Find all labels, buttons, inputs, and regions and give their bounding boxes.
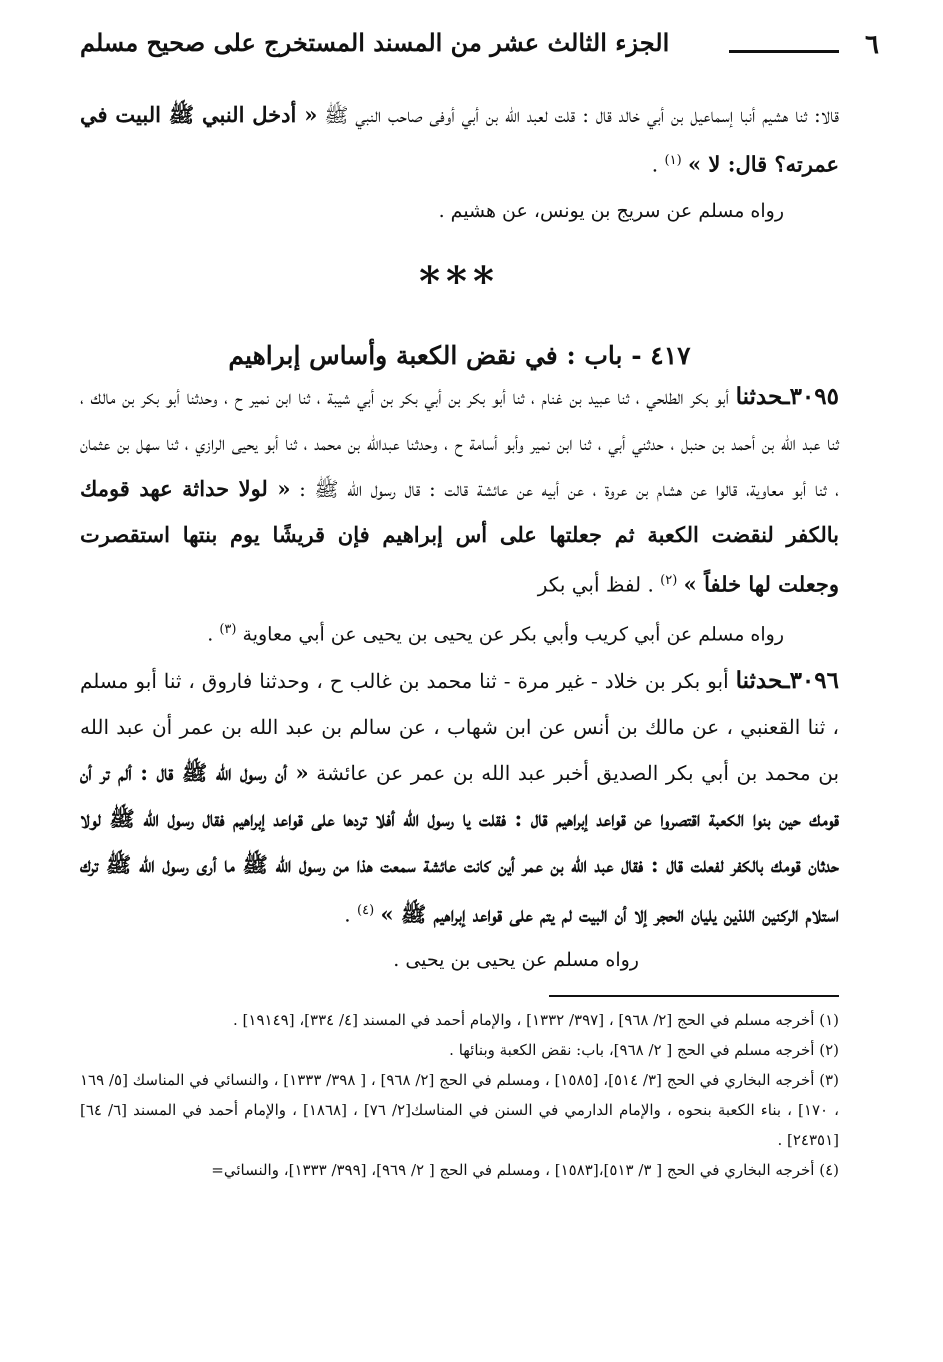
hadith-number: ٣٠٩٦ـحدثنا bbox=[735, 666, 839, 694]
hadith-number: ٣٠٩٥ـحدثنا bbox=[735, 382, 839, 410]
page-body bbox=[80, 92, 839, 1185]
hadith-3095 bbox=[80, 374, 839, 608]
footnotes bbox=[80, 1005, 839, 1185]
footnote-rule bbox=[549, 995, 839, 997]
footnote-4: (٤) أخرجه البخاري في الحج [ ٣/ ٥١٣]،[١٥٨٣] ، ومسلم في الحج [ ٢/ ٩٦٩]، [٣٩٩/ ١٣٣٣]، والنسائي= bbox=[211, 1161, 839, 1180]
footnote-ref: (١) bbox=[664, 153, 682, 168]
running-header bbox=[80, 28, 879, 68]
note-text: . لفظ أبي بكر bbox=[537, 572, 654, 597]
isnad-text: قالا: ثنا هشيم أنبا إسماعيل بن أبي خالد قال : قلت لعبد الله بن أبي أوفى صاحب النبي ﷺ bbox=[324, 103, 839, 127]
running-title: الجزء الثالث عشر من المسند المستخرج على صحيح مسلم bbox=[80, 28, 670, 57]
footnote-2: (٢) أخرجه مسلم في الحج [ ٢/ ٩٦٨]، باب: نقض الكعبة وبنائها . bbox=[449, 1041, 839, 1060]
chapter-title: ٤١٧ - باب : في نقض الكعبة وأساس إبراهيم bbox=[228, 340, 691, 370]
riwaya-line: رواه مسلم عن يحيى بن يحيى . bbox=[393, 949, 639, 972]
riwaya-text: رواه مسلم عن أبي كريب وأبي بكر عن يحيى بن يحيى عن أبي معاوية bbox=[242, 623, 784, 646]
sentence-end: . bbox=[651, 152, 659, 177]
page-number: ٦ bbox=[865, 30, 879, 60]
matn-text: « لولا حداثة عهد قومك بالكفر لنقضت الكعبة ثم جعلتها على أس إبراهيم فإن قريشًا يوم بنتها استقصرت وجعلت لها خلفاً » bbox=[80, 475, 839, 597]
footnote-3: (٣) أخرجه البخاري في الحج [٣/ ٥١٤]، [١٥٨٥] ، ومسلم في الحج [٢/ ٩٦٨] ، [ ٣٩٨/ ١٣٣٣] ، والنسائي في المناسك [٥/ ١٦٩ ، ١٧٠] ، بناء الكعبة بنحوه ، والإمام الدارمي في السنن في المناسك[٢/ ٧٦] ، [١٨٦٨] ، والإمام أحمد في المسند [٦/ ٦٤] [٢٤٣٥١] . bbox=[80, 1071, 839, 1150]
matn-text: « أدخل النبي ﷺ البيت في عمرته؟ قال: لا » bbox=[80, 102, 839, 177]
riwaya-line bbox=[80, 607, 839, 657]
sentence-end: . bbox=[344, 902, 351, 927]
header-rule bbox=[729, 50, 839, 53]
section-separator: *** bbox=[419, 257, 500, 305]
sentence-end: . bbox=[207, 623, 214, 646]
footnote-ref: (٣) bbox=[219, 622, 237, 638]
hadith-3096 bbox=[80, 658, 839, 938]
isnad-text: أبو بكر بن خلاد - غير مرة - ثنا محمد بن غالب ح ، وحدثنا فاروق ، ثنا أبو مسلم ، ثنا القعنبي ، عن مالك بن أنس عن ابن شهاب ، عن سالم بن عبد الله بن عمر أن عبد الله بن محمد بن أبي بكر الصديق أخبر عبد الله بن عمر عن عائشة bbox=[80, 668, 840, 785]
matn-text: « أن رسول الله ﷺ قال : ألم تر أن قومك حين بنوا الكعبة اقتصروا عن قواعد إبراهيم قال : فقلت يا رسول الله أفلا تردها على قواعد إبراهيم فقال رسول الله ﷺ لولا حدثان قومك بالكفر لفعلت قال : فقال عبد الله بن عمر أين كانت عائشة سمعت هذا من رسول الله ﷺ ما أرى رسول الله ﷺ ترك استلام الركنين اللذين يليان الحجر إلا أن البيت لم يتم على قواعد إبراهيم ﷺ » bbox=[80, 759, 839, 927]
isnad-text: أبو بكر الطلحي ، ثنا عبيد بن غنام ، ثنا أبو بكر بن أبي بكر بن أبي شيبة ، ثنا ابن نمير ح ، وحدثنا أبو بكر بن مالك ، ثنا عبد الله بن أحمد بن حنبل ، حدثني أبي ، ثنا ابن نمير وأبو أسامة ح ، وحدثنا عبدالله بن محمد ، ثنا أبو يحيى الرازي ، ثنا سهل بن عثمان ، ثنا أبو معاوية، قالوا عن هشام بن عروة ، عن أبيه عن عائشة قالت : قال رسول الله ﷺ : bbox=[80, 384, 840, 501]
footnote-ref: (٤) bbox=[357, 902, 375, 918]
riwaya-line: رواه مسلم عن سريج بن يونس، عن هشيم . bbox=[438, 199, 784, 222]
footnote-ref: (٢) bbox=[660, 572, 678, 588]
footnote-1: (١) أخرجه مسلم في الحج [٢/ ٩٦٨] ، [٣٩٧/ ١٣٣٢] ، والإمام أحمد في المسند [٤/ ٣٣٤]، [١٩١٤٩] . bbox=[233, 1011, 839, 1030]
hadith-continuation bbox=[80, 92, 839, 188]
